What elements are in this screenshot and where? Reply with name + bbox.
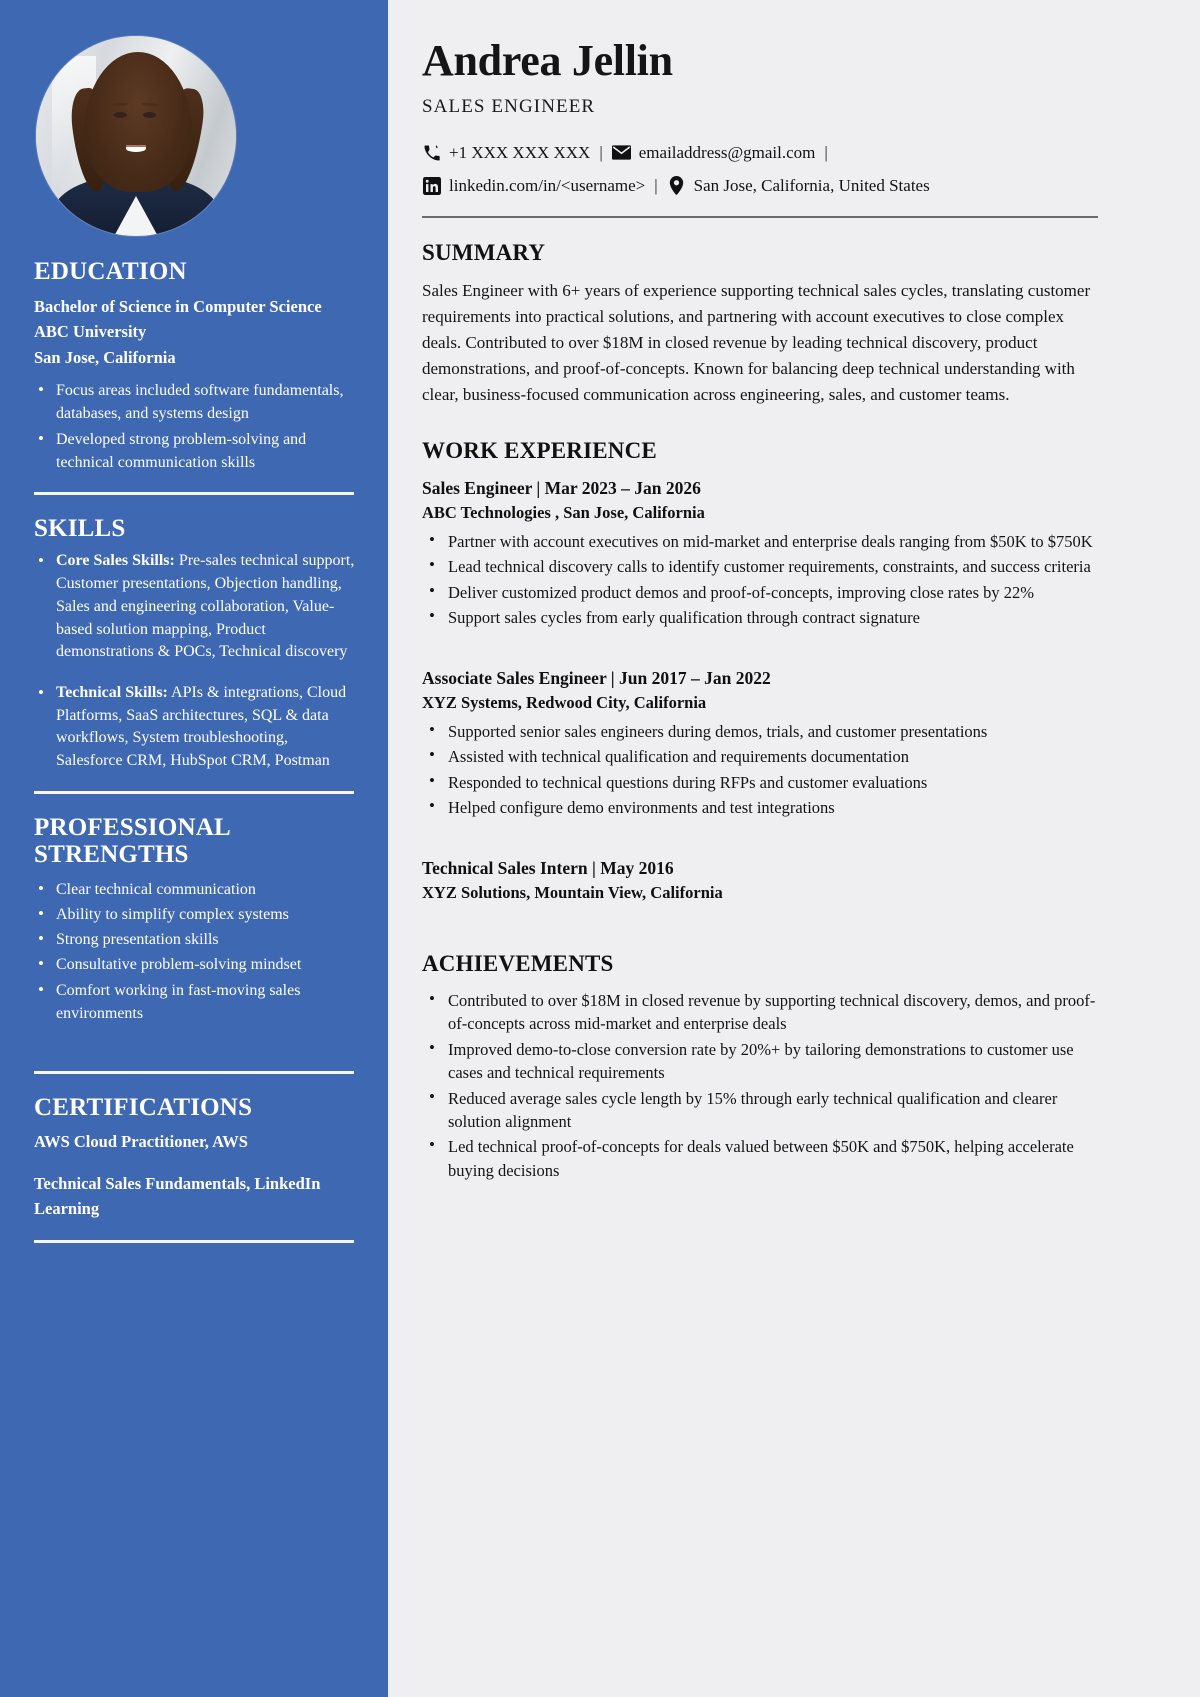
phone-value: +1 XXX XXX XXX (449, 143, 591, 163)
sidebar-body (0, 258, 388, 474)
sidebar-body-strengths (0, 814, 388, 1025)
strengths-section (34, 814, 358, 1025)
list-item (34, 682, 358, 773)
avatar-eye-right (143, 112, 156, 118)
list-item: • Support sales cycles from early qualification through contract signature (422, 606, 1098, 629)
skill-group-label: Technical Skills: (56, 684, 168, 702)
job-role-subtitle: SALES ENGINEER (422, 96, 596, 118)
strengths-heading: PROFESSIONAL STRENGTHS (34, 813, 230, 869)
sidebar-body-certs (0, 1094, 388, 1222)
job-org: ABC Technologies , San Jose, California (422, 502, 705, 522)
sidebar (0, 0, 388, 1697)
job-bullets (422, 720, 1098, 820)
job-org: XYZ Systems, Redwood City, California (422, 692, 707, 712)
phone-icon (422, 143, 441, 162)
achievements-bullets (422, 989, 1098, 1182)
page-title: Andrea Jellin (422, 36, 673, 85)
summary-section (422, 240, 1098, 407)
education-section (34, 258, 358, 474)
summary-heading: SUMMARY (422, 240, 546, 266)
linkedin-contact[interactable] (422, 169, 645, 202)
sidebar-divider (34, 791, 354, 794)
sidebar-body-skills (0, 515, 388, 773)
list-item: • Lead technical discovery calls to identify customer requirements, constraints, and success criteria (422, 555, 1098, 578)
certifications-heading: CERTIFICATIONS (34, 1094, 253, 1122)
list-item: • Helped configure demo environments and test integrations (422, 796, 1098, 819)
list-item: • Led technical proof-of-concepts for deals valued between $50K and $750K, helping accelerate buying decisions (422, 1135, 1098, 1182)
skills-section (34, 515, 358, 773)
header-divider (422, 216, 1098, 218)
list-item: • Clear technical communication (34, 878, 358, 901)
certifications-section (34, 1094, 358, 1222)
job-title: Sales Engineer | Mar 2023 – Jan 2026 (422, 477, 701, 498)
list-item: • Ability to simplify complex systems (34, 903, 358, 926)
achievements-heading: ACHIEVEMENTS (422, 950, 614, 976)
job-entry (422, 666, 1098, 820)
linkedin-icon (422, 176, 441, 195)
contact-row-2 (422, 169, 1098, 202)
skill-group-value: APIs & integrations, Cloud Platforms, SaaS architectures, SQL & data workflows, System troubleshooting, Salesforce CRM, HubSpot CRM, Postman (56, 684, 347, 770)
contact-row-1 (422, 136, 1098, 169)
list-item: • Assisted with technical qualification and requirements documentation (422, 745, 1098, 768)
avatar-smile (126, 145, 146, 152)
location-contact (667, 169, 930, 202)
education-bullets (34, 379, 358, 474)
spacer (422, 650, 1098, 666)
work-experience-heading: WORK EXPERIENCE (422, 437, 657, 463)
sidebar-divider (34, 492, 354, 495)
summary-text: Sales Engineer with 6+ years of experience supporting technical sales cycles, translating customer requirements into practical solutions, and partnering with account executives to close complex deals. Contributed to over $18M in closed revenue by leading technical discovery, product demonstrations, and proof-of-concepts. Known for balancing deep technical understanding with clear, business-focused communication across engineering, sales, and customer teams. (422, 281, 1091, 404)
contact-info (422, 136, 1098, 202)
main-content (388, 0, 1200, 1697)
contact-separator: | (654, 176, 658, 196)
job-title: Technical Sales Intern | May 2016 (422, 857, 674, 878)
certification-item: AWS Cloud Practitioner, AWS (34, 1131, 248, 1151)
spacer (422, 925, 1098, 951)
skills-groups (34, 550, 358, 772)
list-item: • Developed strong problem-solving and technical communication skills (34, 428, 358, 474)
location-value: San Jose, California, United States (693, 176, 930, 196)
list-item: • Responded to technical questions during RFPs and customer evaluations (422, 771, 1098, 794)
job-org: XYZ Solutions, Mountain View, California (422, 882, 723, 902)
job-bullets (422, 530, 1098, 630)
list-item: • Supported senior sales engineers during demos, trials, and customer presentations (422, 720, 1098, 743)
list-item: • Consultative problem-solving mindset (34, 953, 358, 976)
email-value: emailaddress@gmail.com (638, 143, 816, 163)
skill-group-label: Core Sales Skills: (56, 552, 175, 570)
list-item: • Reduced average sales cycle length by 15% through early technical qualification and clearer solution alignment (422, 1087, 1098, 1134)
list-item: • Deliver customized product demos and proof-of-concepts, improving close rates by 22% (422, 581, 1098, 604)
job-entry (422, 476, 1098, 630)
education-school: ABC University (34, 322, 147, 342)
education-degree: Bachelor of Science in Computer Science (34, 296, 322, 316)
skill-group-value: Pre-sales technical support, Customer presentations, Objection handling, Sales and engineering collaboration, Value-based solution mapping, Product demonstrations & POCs, Technical discovery (56, 552, 355, 661)
work-experience-section (422, 438, 1098, 905)
education-heading: EDUCATION (34, 258, 187, 285)
list-item: • Comfort working in fast-moving sales environments (34, 979, 358, 1025)
job-title: Associate Sales Engineer | Jun 2017 – Jan 2022 (422, 667, 771, 688)
list-item: • Strong presentation skills (34, 928, 358, 951)
sidebar-divider (34, 1240, 354, 1243)
linkedin-value: linkedin.com/in/<username> (449, 176, 646, 196)
avatar (36, 36, 236, 236)
list-item (34, 550, 358, 664)
skills-heading: SKILLS (34, 514, 126, 542)
list-item: • Contributed to over $18M in closed revenue by supporting technical discovery, demos, and proof-of-concepts across mid-market and enterprise deals (422, 989, 1098, 1036)
job-entry (422, 856, 1098, 905)
contact-separator: | (824, 143, 828, 163)
list-item: • Focus areas included software fundamentals, databases, and systems design (34, 379, 358, 425)
contact-separator: | (599, 143, 603, 163)
sidebar-divider (34, 1071, 354, 1074)
spacer (422, 840, 1098, 856)
profile-photo-wrap (0, 0, 388, 254)
phone-contact[interactable] (422, 136, 590, 169)
email-contact[interactable] (612, 136, 816, 169)
achievements-section (422, 951, 1098, 1182)
list-item: • Improved demo-to-close conversion rate by 20%+ by tailoring demonstrations to customer use cases and technical requirements (422, 1038, 1098, 1085)
certification-item: Technical Sales Fundamentals, LinkedIn Learning (34, 1174, 321, 1219)
avatar-eye-left (114, 112, 127, 118)
envelope-icon (612, 143, 631, 162)
list-item: • Partner with account executives on mid-market and enterprise deals ranging from $50K to $750K (422, 530, 1098, 553)
strengths-bullets (34, 878, 358, 1025)
map-pin-icon (667, 176, 686, 195)
education-location: San Jose, California (34, 347, 176, 367)
